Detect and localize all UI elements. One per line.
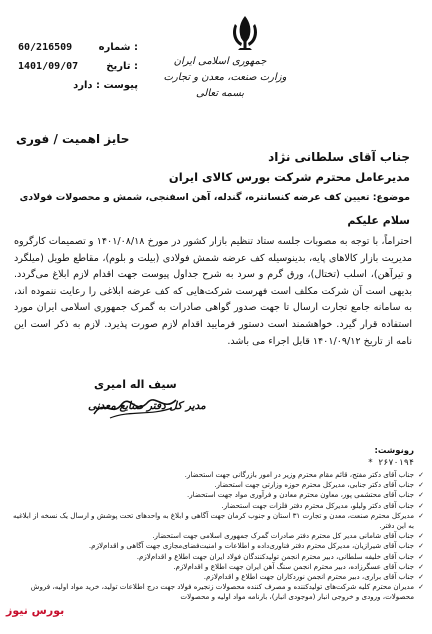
cc-item: ✓ جناب آقای دکتر ولیلو، مدیرکل محترم دفتر فلزات جهت استحضار. — [6, 501, 424, 511]
cc-list — [6, 470, 424, 603]
letter-body: احتراماً، با توجه به مصوبات جلسه ستاد تنظیم بازار کشور در مورخ ۱۴۰۱/۰۸/۱۸ و تصمیمات کارگروه مدیریت بازار کالاهای پایه، بدینوسیله کف عرضه شمش فولادی (بیلت و بلوم)، مقاطع طویل (میلگرد و تیرآهن)، اسلب (تختال)، ورق گرم و سرد به شرح جداول پیوست جهت اقدام لازم ابلاغ می‌گردد. بدیهی است آن شرکت مکلف است فهرست شرکت‌هایی که کف عرضه ابلاغی را رعایت ننموده اند، به سامانه جامع تجارت ارسال تا جهت صدور گواهی صادرات به گمرک جمهوری اسلامی ایران مورد استفاده قرار گیرد. خواهشمند است دستور فرمایید اقدام لازم صورت پذیرد. لازم به ذکر است این نامه از تاریخ ۱۴۰۱/۰۹/۱۲ قابل اجراء می باشد. — [14, 236, 412, 347]
addressee-title: مدیرعامل محترم شرکت بورس کالای ایران — [168, 170, 410, 184]
source-watermark: بورس نیوز — [6, 604, 65, 617]
org-line-ministry: وزارت صنعت، معدن و تجارت — [163, 72, 287, 83]
cc-reference-number: ۲۶۷۰۱۹۴ * — [367, 458, 414, 468]
cc-item: ✓ جناب آقای براری، دبیر محترم انجمن نوردکاران جهت اطلاع و اقدام‌لازم. — [6, 572, 424, 582]
greeting: سلام علیکم — [347, 214, 410, 227]
letter-attachment-label: پیوست : دارد — [73, 80, 138, 91]
cc-item: ✓ جناب آقای دکتر جنابی، مدیرکل محترم حوزه وزارتی جهت استحضار. — [6, 480, 424, 490]
cc-item: ✓ جناب آقای محتشمی پور، معاون محترم معادن و فرآوری مواد جهت استحضار. — [6, 490, 424, 500]
letter-number: 60/216509 — [18, 42, 73, 53]
letter-number-label: شماره : — [98, 42, 138, 53]
org-line-republic: جمهوری اسلامی ایران — [173, 56, 267, 67]
cc-item: ✓ جناب آقای عسگرزاده، دبیر محترم انجمن سنگ آهن ایران جهت اطلاع و اقدام‌لازم. — [6, 562, 424, 572]
signatory-name: سیف اله امیری — [94, 378, 177, 391]
cc-item: ✓ مدیرکل محترم صنعت، معدن و تجارت ۳۱ استان و جنوب کرمان جهت آگاهی و ابلاغ به واحدهای تحت پوشش و ارسال یک نسخه از ابلاغیه به این دفتر. — [6, 511, 424, 531]
meta-number-row — [18, 38, 138, 57]
cc-item: ✓ مدیران محترم کلیه شرکت‌های تولیدکننده و مصرف کننده محصولات زنجیره فولاد جهت درج اطلاعات تولید، خرید مواد اولیه، فروش محصولات، ورودی و خروجی انبار (موجودی انبار)، بارنامه مواد اولیه و محصولات — [6, 582, 424, 602]
cc-heading: رونوشت: — [374, 446, 414, 456]
urgency-label: حایز اهمیت / فوری — [16, 132, 130, 146]
letter-meta — [18, 38, 138, 95]
cc-item: ✓ جناب آقای دکتر مفتح، قائم مقام محترم وزیر در امور بازرگانی جهت استحضار. — [6, 470, 424, 480]
letter-date-label: تاریخ : — [106, 61, 138, 72]
iran-emblem-icon — [226, 12, 264, 52]
letter-subject: موضوع: تعیین کف عرضه کنسانتره، گندله، آهن اسفنجی، شمش و محصولات فولادی — [19, 192, 410, 203]
cc-item: ✓ جناب آقای شیرازیان، مدیرکل محترم دفتر فناوری‌داده و اطلاعات و امنیت‌فضای‌مجازی جهت آگاهی و اقدام‌لازم. — [6, 541, 424, 551]
signatory-title: مدیر کل دفتر صنایع معدنی — [88, 400, 206, 412]
cc-item: ✓ جناب آقای خلیفه سلطانی، دبیر محترم انجمن تولیدکنندگان فولاد ایران جهت اطلاع و اقدام‌لازم. — [6, 552, 424, 562]
cc-item: ✓ جناب آقای شامانی مدیر کل محترم دفتر صادرات گمرک جمهوری اسلامی جهت استحضار. — [6, 531, 424, 541]
meta-attachment-row — [18, 76, 138, 95]
addressee-name: جناب آقای سلطانی نژاد — [268, 150, 410, 164]
meta-date-row — [18, 57, 138, 76]
letter-date: 1401/09/07 — [18, 61, 79, 72]
org-line-basmala: بسمه تعالی — [195, 88, 245, 99]
